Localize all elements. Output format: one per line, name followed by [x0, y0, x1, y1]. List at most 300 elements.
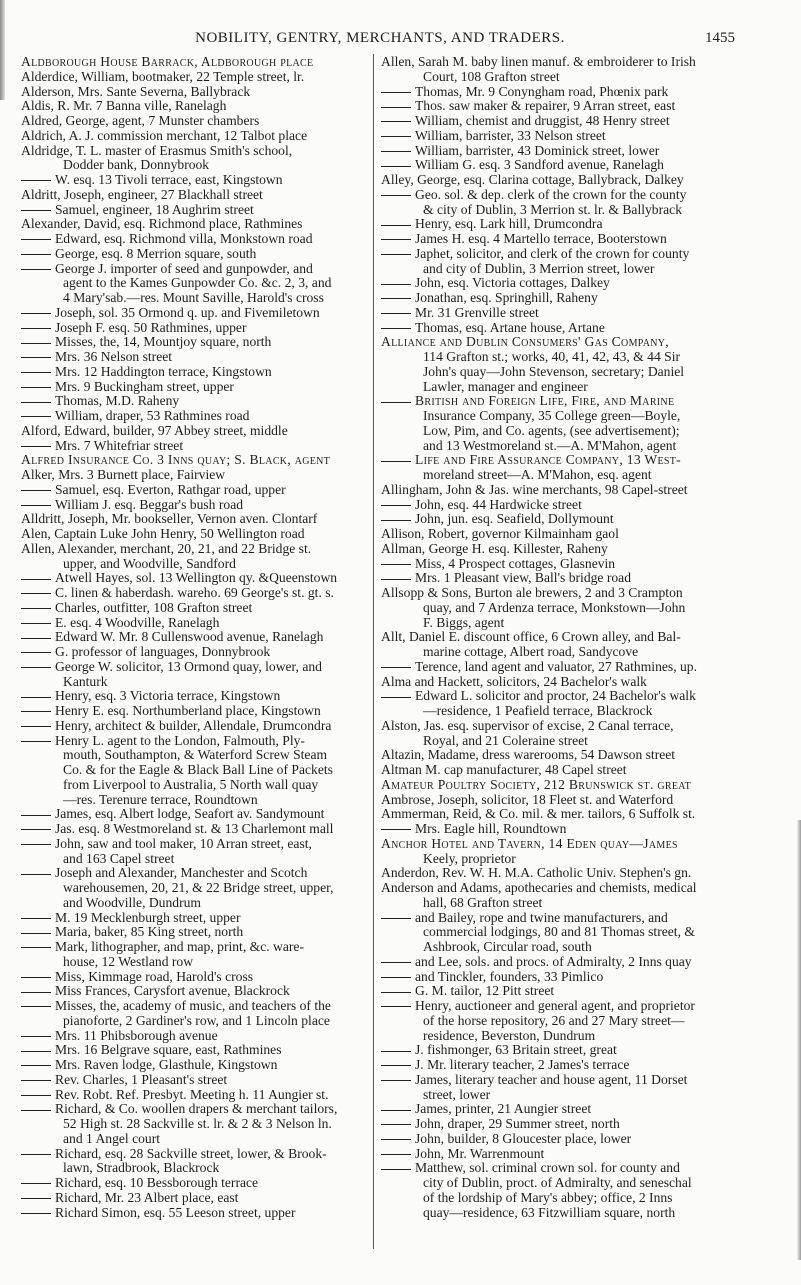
directory-entry [21, 85, 371, 100]
entry-text: Dodder bank, Donnybrook [63, 158, 210, 173]
ditto-dash [21, 992, 51, 993]
entry-first-line [21, 129, 371, 144]
entry-first-line [21, 55, 371, 70]
entry-text: Rev. Robt. Ref. Presbyt. Meeting h. 11 Aungier st. [55, 1087, 329, 1102]
entry-continuation-line [381, 70, 753, 85]
entry-continuation-line [21, 1014, 371, 1029]
ditto-dash [21, 180, 51, 181]
entry-text: Jas. esq. 8 Westmoreland st. & 13 Charlemont mall [55, 822, 334, 836]
entry-first-line [21, 866, 371, 881]
directory-entry [21, 571, 371, 586]
ditto-dash [21, 652, 51, 653]
directory-entry [21, 335, 371, 350]
entry-text: Aldborough House Barrack, Aldborough place [21, 55, 314, 69]
ditto-dash [381, 918, 411, 919]
ditto-dash [21, 579, 51, 580]
page-edge-shadow [797, 820, 801, 1260]
directory-entry [381, 55, 753, 85]
entry-continuation-line [21, 557, 371, 572]
ditto-dash [21, 829, 51, 830]
directory-entry [381, 483, 753, 498]
directory-entry [21, 660, 371, 690]
entry-first-line [381, 586, 753, 601]
entry-text: Allingham, John & Jas. wine merchants, 98 Capel-street [381, 482, 688, 497]
entry-first-line [381, 335, 753, 350]
entry-text: Miss, Kimmage road, Harold's cross [55, 969, 254, 984]
entry-text: Thos. saw maker & repairer, 9 Arran street, east [415, 99, 676, 114]
entry-text: Misses, the, 14, Mountjoy square, north [55, 335, 272, 350]
entry-text: Aldridge, T. L. master of Erasmus Smith's school, [21, 143, 293, 158]
entry-first-line [21, 232, 371, 247]
directory-entry [21, 380, 371, 395]
entry-first-line [381, 232, 753, 247]
entry-text: Low, Pim, and Co. agents, (see advertisement); [423, 423, 680, 438]
ditto-dash [21, 269, 51, 270]
directory-entry [381, 1102, 753, 1117]
entry-text: George J. importer of seed and gunpowder, and [55, 261, 313, 276]
ditto-dash [21, 667, 51, 668]
ditto-dash [381, 1006, 411, 1007]
directory-entry [381, 144, 753, 159]
directory-entry [21, 306, 371, 321]
entry-first-line [381, 571, 753, 586]
ditto-dash [21, 608, 51, 609]
entry-first-line [21, 247, 371, 262]
entry-text: Thomas, M.D. Raheny [55, 394, 180, 409]
directory-entry [21, 527, 371, 542]
entry-first-line [381, 557, 753, 572]
ditto-dash [21, 328, 51, 329]
directory-entry [21, 262, 371, 306]
directory-entry [381, 675, 753, 690]
entry-text: and Woodville, Dundrum [63, 895, 201, 910]
ditto-dash [21, 357, 51, 358]
entry-text: William, barrister, 33 Nelson street [415, 128, 606, 143]
entry-continuation-line [381, 1014, 753, 1029]
ditto-dash [21, 623, 51, 624]
ditto-dash [21, 402, 51, 403]
entry-first-line [21, 925, 371, 940]
directory-entry [21, 704, 371, 719]
entry-first-line [381, 822, 753, 837]
directory-entry [381, 1117, 753, 1132]
entry-first-line [21, 970, 371, 985]
ditto-dash [21, 593, 51, 594]
ditto-dash [21, 254, 51, 255]
ditto-dash [381, 284, 411, 285]
entry-first-line [21, 586, 371, 601]
entry-text: Altman M. cap manufacturer, 48 Capel street [381, 763, 627, 777]
entry-first-line [381, 158, 753, 173]
ditto-dash [21, 918, 51, 919]
entry-first-line [21, 1043, 371, 1058]
ditto-dash [21, 313, 51, 314]
ditto-dash [381, 151, 411, 152]
entry-continuation-line [381, 409, 753, 424]
entry-first-line [381, 321, 753, 336]
entry-continuation-line [381, 380, 753, 395]
entry-text: Alker, Mrs. 3 Burnett place, Fairview [21, 468, 226, 482]
ditto-dash [21, 210, 51, 211]
entry-text: Allen, Sarah M. baby linen manuf. & embroiderer to Irish [381, 55, 696, 69]
ditto-dash [381, 829, 411, 830]
entry-first-line [21, 689, 371, 704]
entry-first-line [381, 719, 753, 734]
directory-entry [381, 778, 753, 793]
entry-text: Joseph and Alexander, Manchester and Scotch [55, 866, 308, 881]
entry-first-line [21, 822, 371, 837]
entry-first-line [381, 660, 753, 675]
entry-text: F. Biggs, agent [423, 615, 505, 630]
ditto-dash [21, 416, 51, 417]
directory-entry [381, 188, 753, 218]
ditto-dash [381, 121, 411, 122]
directory-entry [21, 984, 371, 999]
entry-continuation-line [381, 616, 753, 631]
column-divider [373, 54, 374, 1249]
ditto-dash [21, 387, 51, 388]
entry-text: Alston, Jas. esq. supervisor of excise, 2 Canal terrace, [381, 718, 674, 733]
entry-text: Allen, Alexander, merchant, 20, 21, and 22 Bridge st. [21, 541, 312, 556]
ditto-dash [381, 962, 411, 963]
directory-entry [21, 350, 371, 365]
entry-continuation-line [381, 1191, 753, 1206]
entry-first-line [21, 807, 371, 822]
entry-text: commercial lodgings, 80 and 81 Thomas street, & [423, 925, 695, 940]
entry-text: Kanturk [63, 674, 108, 689]
entry-first-line [21, 704, 371, 719]
entry-text: quay, and 7 Ardenza terrace, Monkstown—John [423, 600, 686, 615]
ditto-dash [381, 136, 411, 137]
directory-entry [381, 866, 753, 881]
entry-first-line [21, 601, 371, 616]
entry-first-line [381, 453, 753, 468]
directory-entry [21, 114, 371, 129]
entry-first-line [381, 217, 753, 232]
entry-text: Edward W. Mr. 8 Cullenswood avenue, Ranelagh [55, 630, 324, 645]
entry-text: William J. esq. Beggar's bush road [55, 497, 244, 512]
entry-text: Aldrich, A. J. commission merchant, 12 Talbot place [21, 128, 308, 143]
entry-continuation-line [381, 424, 753, 439]
entry-text: Mrs. 16 Belgrave square, east, Rathmines [55, 1043, 282, 1058]
entry-first-line [21, 394, 371, 409]
ditto-dash [21, 815, 51, 816]
ditto-dash [21, 1198, 51, 1199]
entry-text: James H. esq. 4 Martello terrace, Booterstown [415, 232, 667, 246]
entry-first-line [21, 321, 371, 336]
entry-text: Aldis, R. Mr. 7 Banna ville, Ranelagh [21, 99, 227, 114]
entry-text: Henry L. agent to the London, Falmouth, Ply- [55, 733, 305, 748]
entry-first-line [21, 1102, 371, 1117]
entry-first-line [381, 763, 753, 778]
entry-continuation-line [381, 1206, 753, 1221]
directory-entry [381, 247, 753, 277]
entry-first-line [21, 1029, 371, 1044]
directory-entry [381, 970, 753, 985]
ditto-dash [381, 166, 411, 167]
entry-text: 114 Grafton st.; works, 40, 41, 42, 43, & 44 Sir [423, 350, 681, 364]
entry-text: Atwell Hayes, sol. 13 Wellington qy. &Queenstown [55, 571, 338, 586]
entry-text: Mrs. Raven lodge, Glasthule, Kingstown [55, 1058, 278, 1072]
entry-continuation-line [381, 734, 753, 749]
ditto-dash [21, 1065, 51, 1066]
entry-text: Life and Fire Assurance Company, 13 West- [415, 453, 682, 468]
directory-entry [381, 394, 753, 453]
entry-text: Mr. 31 Grenville street [415, 305, 539, 320]
entry-text: Charles, outfitter, 108 Grafton street [55, 600, 253, 615]
entry-first-line [21, 512, 371, 527]
entry-first-line [21, 262, 371, 277]
entry-first-line [381, 114, 753, 129]
entry-text: Richard, & Co. woollen drapers & merchant tailors, [55, 1102, 338, 1117]
entry-first-line [381, 542, 753, 557]
entry-text: Ashbrook, Circular road, south [423, 940, 592, 954]
entry-text: of the lordship of Mary's abbey; office, 2 Inns [423, 1190, 673, 1205]
directory-entry [21, 734, 371, 808]
entry-first-line [381, 955, 753, 970]
entry-text: Misses, the, academy of music, and teachers of the [55, 999, 331, 1013]
entry-text: Henry, architect & builder, Allendale, Drumcondra [55, 718, 332, 733]
ditto-dash [381, 1139, 411, 1140]
entry-text: pianoforte, 2 Gardiner's row, and 1 Lincoln place [63, 1013, 330, 1028]
entry-first-line [381, 483, 753, 498]
entry-continuation-line [381, 1176, 753, 1191]
entry-text: moreland street—A. M'Mahon, esq. agent [423, 468, 652, 482]
entry-first-line [21, 542, 371, 557]
entry-text: Alford, Edward, builder, 97 Abbey street, middle [21, 423, 288, 438]
entry-text: & city of Dublin, 3 Merrion st. lr. & Ballybrack [423, 202, 682, 217]
ditto-dash [381, 313, 411, 314]
directory-entry [21, 232, 371, 247]
ditto-dash [381, 667, 411, 668]
ditto-dash [21, 239, 51, 240]
entry-first-line [381, 630, 753, 645]
entry-continuation-line [381, 896, 753, 911]
entry-first-line [381, 1132, 753, 1147]
ditto-dash [381, 298, 411, 299]
directory-entry [381, 763, 753, 778]
entry-first-line [381, 527, 753, 542]
entry-text: Edward, esq. Richmond villa, Monkstown road [55, 232, 313, 246]
entry-first-line [381, 129, 753, 144]
directory-entry [381, 1073, 753, 1103]
entry-first-line [381, 188, 753, 203]
directory-entry [21, 498, 371, 513]
directory-entry [381, 85, 753, 100]
entry-text: John, builder, 8 Gloucester place, lower [415, 1131, 632, 1146]
entry-text: —residence, 1 Peafield terrace, Blackrock [423, 704, 653, 718]
entry-text: Mrs. 12 Haddington terrace, Kingstown [55, 364, 272, 379]
entry-text: and 1 Angel court [63, 1131, 161, 1146]
entry-continuation-line [381, 262, 753, 277]
entry-first-line [381, 99, 753, 114]
entry-text: Alley, George, esq. Clarina cottage, Ballybrack, Dalkey [381, 173, 684, 187]
entry-text: British and Foreign Life, Fire, and Marine [415, 394, 675, 409]
directory-entry [21, 911, 371, 926]
directory-entry [21, 394, 371, 409]
entry-first-line [381, 55, 753, 70]
entry-continuation-line [21, 793, 371, 808]
ditto-dash [21, 933, 51, 934]
ditto-dash [381, 195, 411, 196]
directory-entry [21, 321, 371, 336]
ditto-dash [381, 402, 411, 403]
entry-first-line [21, 498, 371, 513]
entry-text: James, printer, 21 Aungier street [415, 1102, 592, 1117]
entry-text: Allison, Robert, governor Kilmainham gaol [381, 527, 619, 541]
entry-text: Joseph, sol. 35 Ormond q. up. and Fivemiletown [55, 305, 320, 320]
page-header [0, 30, 801, 50]
ditto-dash [21, 1006, 51, 1007]
directory-entry [381, 291, 753, 306]
directory-entry [21, 453, 371, 468]
entry-text: upper, and Woodville, Sandford [63, 556, 236, 571]
entry-first-line [21, 114, 371, 129]
entry-text: Joseph F. esq. 50 Rathmines, upper [55, 320, 247, 335]
entry-first-line [21, 85, 371, 100]
entry-text: John, Mr. Warrenmount [415, 1146, 545, 1161]
ditto-dash [381, 1169, 411, 1170]
directory-entry [21, 1206, 371, 1221]
entry-text: Mrs. Eagle hill, Roundtown [415, 822, 567, 836]
directory-entry [381, 114, 753, 129]
entry-first-line [381, 1058, 753, 1073]
ditto-dash [21, 844, 51, 845]
entry-text: Anderson and Adams, apothecaries and chemists, medical [381, 881, 697, 895]
ditto-dash [381, 1051, 411, 1052]
ditto-dash [21, 446, 51, 447]
entry-text: and Tinckler, founders, 33 Pimlico [415, 969, 604, 984]
directory-entry [381, 748, 753, 763]
directory-entry [21, 1043, 371, 1058]
entry-text: lawn, Stradbrook, Blackrock [63, 1161, 220, 1176]
directory-entry [21, 542, 371, 572]
entry-text: Alldritt, Joseph, Mr. bookseller, Vernon aven. Clontarf [21, 512, 318, 527]
entry-continuation-line [381, 350, 753, 365]
entry-text: Mrs. 1 Pleasant view, Ball's bridge road [415, 571, 632, 586]
entry-first-line [21, 630, 371, 645]
directory-entry [21, 601, 371, 616]
ditto-dash [381, 564, 411, 565]
entry-text: 4 Mary'sab.—res. Mount Saville, Harold's cross [63, 291, 324, 305]
entry-text: of the horse repository, 26 and 27 Mary street— [423, 1013, 685, 1028]
entry-text: William, chemist and druggist, 48 Henry street [415, 114, 670, 128]
entry-first-line [21, 350, 371, 365]
entry-text: Alderson, Mrs. Sante Severna, Ballybrack [21, 84, 251, 99]
entry-continuation-line [381, 1088, 753, 1103]
entry-text: Henry, esq. 3 Victoria terrace, Kingstown [55, 689, 281, 704]
left-column [21, 55, 371, 1220]
entry-first-line [381, 247, 753, 262]
directory-entry [21, 409, 371, 424]
entry-text: agent to the Kames Gunpowder Co. &c. 2, 3, and [63, 276, 332, 291]
entry-text: from Liverpool to Australia, 5 North wall quay [63, 777, 319, 792]
entry-first-line [21, 660, 371, 675]
entry-first-line [381, 276, 753, 291]
entry-first-line [381, 984, 753, 999]
entry-first-line [21, 468, 371, 483]
entry-text: John, draper, 29 Summer street, north [415, 1117, 620, 1131]
entry-text: Miss Frances, Carysfort avenue, Blackrock [55, 984, 290, 999]
entry-text: Allt, Daniel E. discount office, 6 Crown alley, and Bal- [381, 630, 681, 645]
entry-text: Amateur Poultry Society, 212 Brunswick st. great [381, 777, 692, 792]
entry-text: and 13 Westmoreland st.—A. M'Mahon, agent [423, 438, 677, 453]
directory-entry [21, 999, 371, 1029]
entry-text: mouth, Southampton, & Waterford Screw Steam [63, 748, 328, 763]
ditto-dash [21, 638, 51, 639]
directory-entry [21, 616, 371, 631]
entry-text: Thomas, Mr. 9 Conyngham road, Phœnix park [415, 84, 669, 99]
entry-text: Henry E. esq. Northumberland place, Kingstown [55, 704, 321, 718]
entry-first-line [21, 984, 371, 999]
directory-entry [21, 630, 371, 645]
ditto-dash [381, 461, 411, 462]
directory-entry [381, 1161, 753, 1220]
entry-continuation-line [381, 1029, 753, 1044]
directory-entry [381, 571, 753, 586]
entry-first-line [21, 1206, 371, 1221]
entry-text: Aldred, George, agent, 7 Munster chambers [21, 114, 260, 128]
entry-continuation-line [381, 645, 753, 660]
entry-text: John, saw and tool maker, 10 Arran street, east, [55, 836, 312, 851]
entry-text: John's quay—John Stevenson, secretary; Daniel [423, 364, 685, 379]
entry-first-line [21, 1088, 371, 1103]
ditto-dash [21, 505, 51, 506]
entry-text: house, 12 Westland row [63, 954, 194, 969]
directory-entry [21, 129, 371, 144]
entry-continuation-line [21, 675, 371, 690]
entry-text: Richard Simon, esq. 55 Leeson street, upper [55, 1205, 296, 1220]
directory-entry [381, 527, 753, 542]
entry-first-line [21, 1073, 371, 1088]
entry-text: James, literary teacher and house agent, 11 Dorset [415, 1072, 688, 1087]
entry-text: Henry, esq. Lark hill, Drumcondra [415, 217, 603, 232]
ditto-dash [381, 107, 411, 108]
directory-entry [381, 453, 753, 483]
entry-text: Mrs. 7 Whitefriar street [55, 438, 184, 453]
entry-text: Court, 108 Grafton street [423, 69, 560, 84]
entry-text: Ammerman, Reid, & Co. mil. & mer. tailors, 6 Suffolk st. [381, 807, 696, 822]
entry-first-line [21, 70, 371, 85]
entry-first-line [21, 483, 371, 498]
directory-entry [381, 512, 753, 527]
entry-text: Alen, Captain Luke John Henry, 50 Wellington road [21, 527, 305, 541]
entry-first-line [381, 1161, 753, 1176]
entry-text: Mrs. 36 Nelson street [55, 350, 173, 364]
entry-text: Alma and Hackett, solicitors, 24 Bachelor's walk [381, 674, 647, 689]
entry-text: Alfred Insurance Co. 3 Inns quay; S. Black, agent [21, 453, 331, 468]
entry-text: Alliance and Dublin Consumers' Gas Company, [381, 335, 669, 350]
entry-text: William, draper, 53 Rathmines road [55, 409, 250, 423]
directory-entry [21, 807, 371, 822]
directory-entry [21, 645, 371, 660]
ditto-dash [21, 490, 51, 491]
entry-text: Samuel, esq. Everton, Rathgar road, upper [55, 482, 286, 497]
directory-entry [21, 483, 371, 498]
entry-first-line [21, 1191, 371, 1206]
entry-continuation-line [381, 601, 753, 616]
directory-entry [21, 719, 371, 734]
ditto-dash [381, 225, 411, 226]
ditto-dash [381, 92, 411, 93]
entry-text: and city of Dublin, 3 Merrion street, lower [423, 261, 655, 276]
ditto-dash [381, 1065, 411, 1066]
entry-text: J. Mr. literary teacher, 2 James's terrace [415, 1058, 630, 1072]
entry-continuation-line [381, 704, 753, 719]
directory-entry [21, 1176, 371, 1191]
entry-first-line [21, 306, 371, 321]
directory-entry [21, 970, 371, 985]
